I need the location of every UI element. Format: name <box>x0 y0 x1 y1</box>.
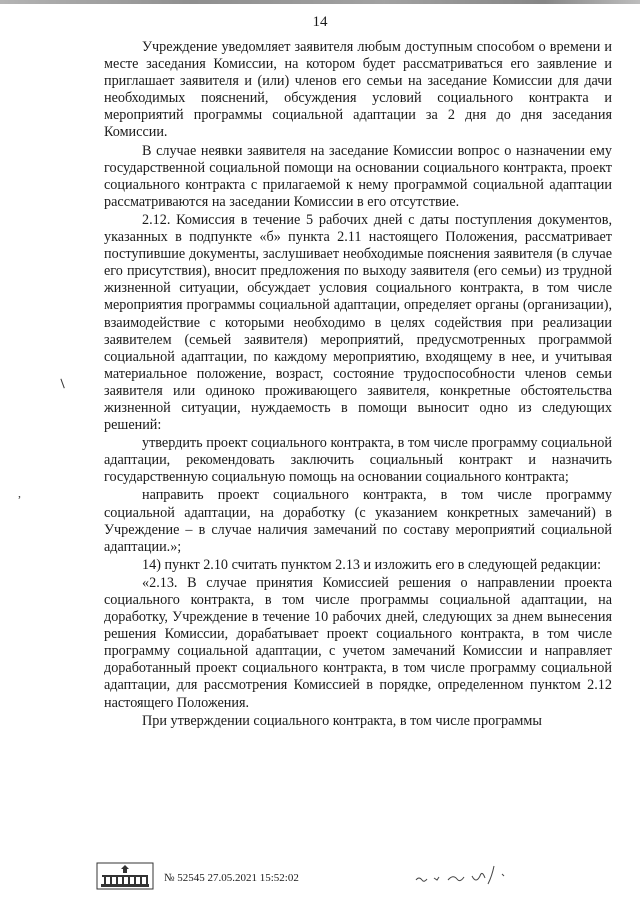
scan-artifact-mark: , <box>18 486 21 500</box>
document-registration-id: № 52545 27.05.2021 15:52:02 <box>164 872 299 884</box>
paragraph-continuation: При утверждении социального контракта, в том числе программы <box>142 712 542 729</box>
document-body <box>104 39 612 730</box>
paragraph-item-14: 14) пункт 2.10 считать пунктом 2.13 и изложить его в следующей редакции: <box>142 556 602 573</box>
paragraph-2-13: «2.13. В случае принятия Комиссией решения о направлении проекта социального контракта, в том числе программы социальной адаптации, на доработку, Учреждение в течение 10 рабочих дней, следующих за днем вынесения решения Комиссии, дорабатывает проект социального контракта, в том числе программу социальной адаптации, с учетом замечаний Комиссии и направляет доработанный проект социального контракта, в том числе программу социальной адаптации, для рассмотрения Комиссией в порядке, определенном пунктом 2.12 настоящего Положения. <box>104 574 612 711</box>
handwritten-signature <box>410 858 530 892</box>
footer <box>96 862 616 892</box>
paragraph-notification: Учреждение уведомляет заявителя любым доступным способом о времени и месте заседания Комиссии, на котором будет рассматриваться его заявление и приглашает заявителя и (или) членов его семьи на заседание Комиссии для дачи необходимых пояснений, обсуждения условий социального контракта и мероприятий программы социальной адаптации за 2 дня до дня заседания Комиссии. <box>104 39 612 141</box>
paragraph-absence: В случае неявки заявителя на заседание Комиссии вопрос о назначении ему государственной социальной помощи на основании социального контракта, проект социального контракта с прилагаемой к нему программой социальной адаптации рассматриваются на заседании Комиссии в его отсутствие. <box>104 142 612 210</box>
page-number: 14 <box>312 14 328 30</box>
building-seal-icon <box>96 862 154 890</box>
scan-edge <box>0 0 640 4</box>
scan-artifact-tick <box>60 378 67 389</box>
paragraph-2-12: 2.12. Комиссия в течение 5 рабочих дней с даты поступления документов, указанных в подпункте «б» пункта 2.11 настоящего Положения, рассматривает поступившие документы, заслушивает необходимые пояснения заявителя (в случае его присутствия), вносит предложения по выходу заявителя (его семьи) из трудной жизненной ситуации, обсуждает условия социального контракта, в том числе мероприятия программы социальной адаптации, определяет органы (организации), взаимодействие с которыми необходимо в целях содействия при реализации заявителем (семьей заявителя) мероприятий, предусмотренных программой социальной адаптации, по каждому мероприятию, входящему в нее, и учитывая материальное положение, возраст, состояние трудоспособности членов семьи заявителя или одиноко проживающего заявителя, конкретные обстоятельства жизненной ситуации, нуждаемость в помощи выносит одно из следующих решений: <box>104 211 612 434</box>
paragraph-approve-option: утвердить проект социального контракта, в том числе программу социальной адаптации, рекомендовать заключить социальный контракт и назначить государственную социальную помощь на основании социального контракта; <box>104 435 612 486</box>
paragraph-revise-option: направить проект социального контракта, в том числе программу социальной адаптации, на доработку (с указанием конкретных замечаний) в Учреждение – в случае наличия замечаний по составу мероприятий социальной адаптации.»; <box>104 487 612 555</box>
